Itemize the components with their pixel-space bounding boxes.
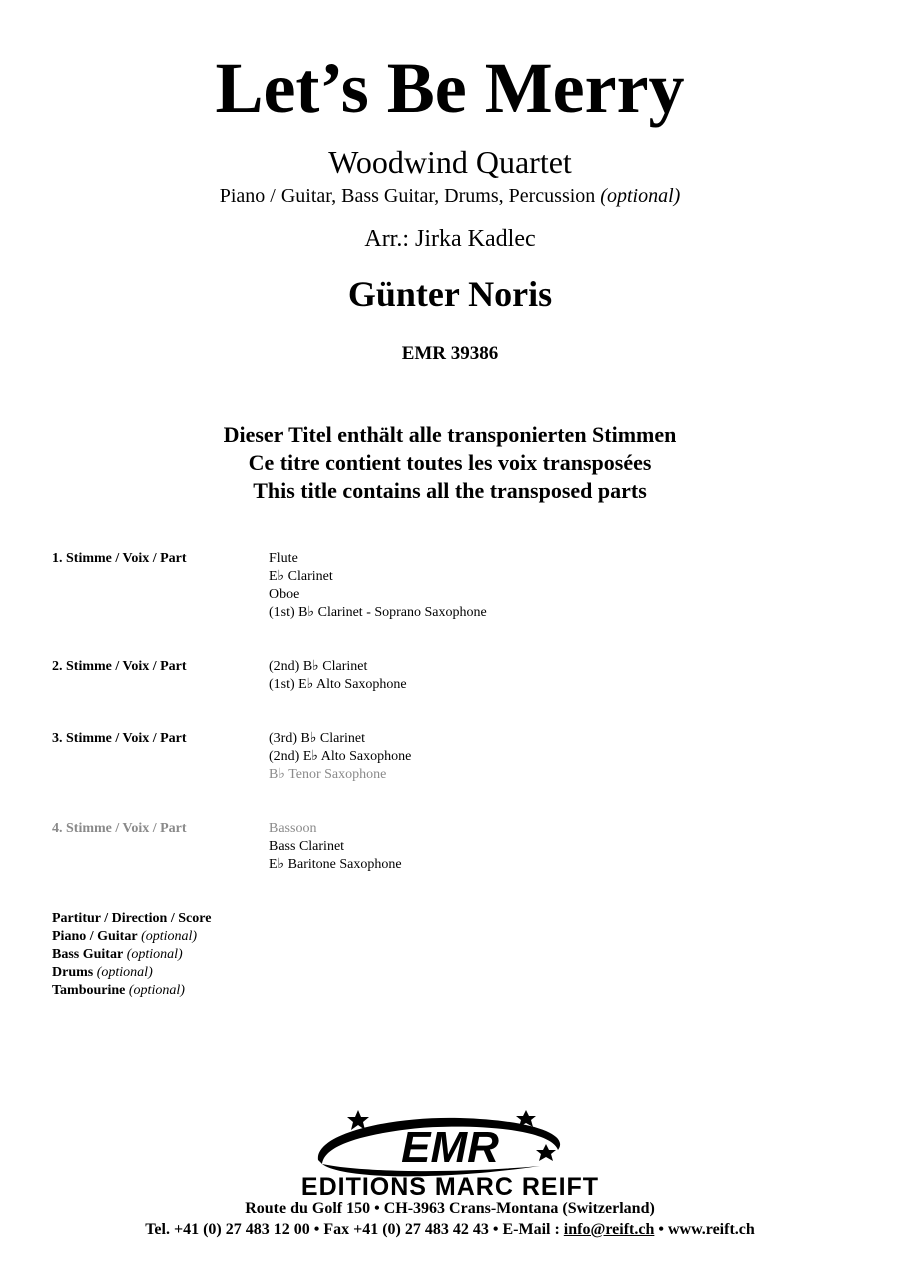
extras-item-note: (optional): [128, 983, 185, 998]
instrumentation-text: Piano / Guitar, Bass Guitar, Drums, Percussion: [219, 185, 596, 207]
logo-text: EMR: [401, 1123, 499, 1172]
extras-item: [52, 964, 211, 982]
part-3-instruments: [269, 730, 411, 784]
part-3-label: 3. Stimme / Voix / Part: [52, 731, 187, 746]
instrumentation-line: [0, 183, 900, 209]
contact-website: • www.reift.ch: [654, 1221, 755, 1238]
contact-phone-fax: Tel. +41 (0) 27 483 12 00 • Fax +41 (0) 27 483 42 43 • E-Mail :: [145, 1221, 564, 1238]
part-instrument: Oboe: [269, 587, 300, 602]
part-instrument: Flute: [269, 551, 298, 566]
subtitle: Woodwind Quartet: [328, 144, 572, 180]
part-instrument: (2nd) E♭ Alto Saxophone: [269, 749, 412, 764]
page-title: Let’s Be Merry: [215, 48, 685, 128]
part-instrument: (2nd) B♭ Clarinet: [269, 659, 368, 674]
notice-french: Ce titre contient toutes les voix transposées: [248, 450, 652, 475]
part-instrument: E♭ Baritone Saxophone: [269, 857, 402, 872]
notice-english: This title contains all the transposed parts: [253, 478, 647, 503]
part-instrument: (1st) E♭ Alto Saxophone: [269, 677, 407, 692]
extras-item: [52, 910, 211, 928]
publisher-name: EDITIONS MARC REIFT: [300, 1173, 600, 1201]
extras-item: [52, 928, 211, 946]
email-link[interactable]: info@reift.ch: [563, 1221, 655, 1238]
catalog-number: EMR 39386: [401, 343, 499, 364]
extras-item-note: (optional): [96, 965, 153, 980]
extras-item-name: Piano / Guitar: [52, 929, 138, 944]
publisher-address: Route du Golf 150 • CH-3963 Crans-Montana (Switzerland): [245, 1200, 655, 1217]
part-instrument: B♭ Tenor Saxophone: [269, 767, 387, 782]
part-1-instruments: [269, 550, 487, 622]
instrumentation-optional: (optional): [600, 185, 681, 207]
extras-item-note: (optional): [126, 947, 183, 962]
composer: Günter Noris: [347, 274, 553, 314]
part-1-label: 1. Stimme / Voix / Part: [52, 551, 187, 566]
part-4-label: 4. Stimme / Voix / Part: [52, 821, 187, 836]
part-instrument: (1st) B♭ Clarinet - Soprano Saxophone: [269, 605, 487, 620]
extras-item-name: Drums: [52, 965, 94, 980]
notice-german: Dieser Titel enthält alle transponierten Stimmen: [223, 422, 677, 447]
part-instrument: (3rd) B♭ Clarinet: [269, 731, 366, 746]
arranger: Arr.: Jirka Kadlec: [364, 226, 536, 252]
extras-item: [52, 982, 211, 1000]
publisher-contact: [0, 1220, 900, 1240]
part-instrument: Bass Clarinet: [269, 839, 345, 854]
extras-item-note: (optional): [141, 929, 198, 944]
part-4-instruments: [269, 820, 402, 874]
extras-list: [52, 910, 211, 1000]
part-instrument: E♭ Clarinet: [269, 569, 333, 584]
part-instrument: Bassoon: [269, 821, 317, 836]
part-2-instruments: [269, 658, 407, 694]
extras-item-name: Partitur / Direction / Score: [52, 911, 212, 926]
extras-item: [52, 946, 211, 964]
extras-item-name: Bass Guitar: [52, 947, 124, 962]
extras-item-name: Tambourine: [52, 983, 126, 998]
part-2-label: 2. Stimme / Voix / Part: [52, 659, 187, 674]
